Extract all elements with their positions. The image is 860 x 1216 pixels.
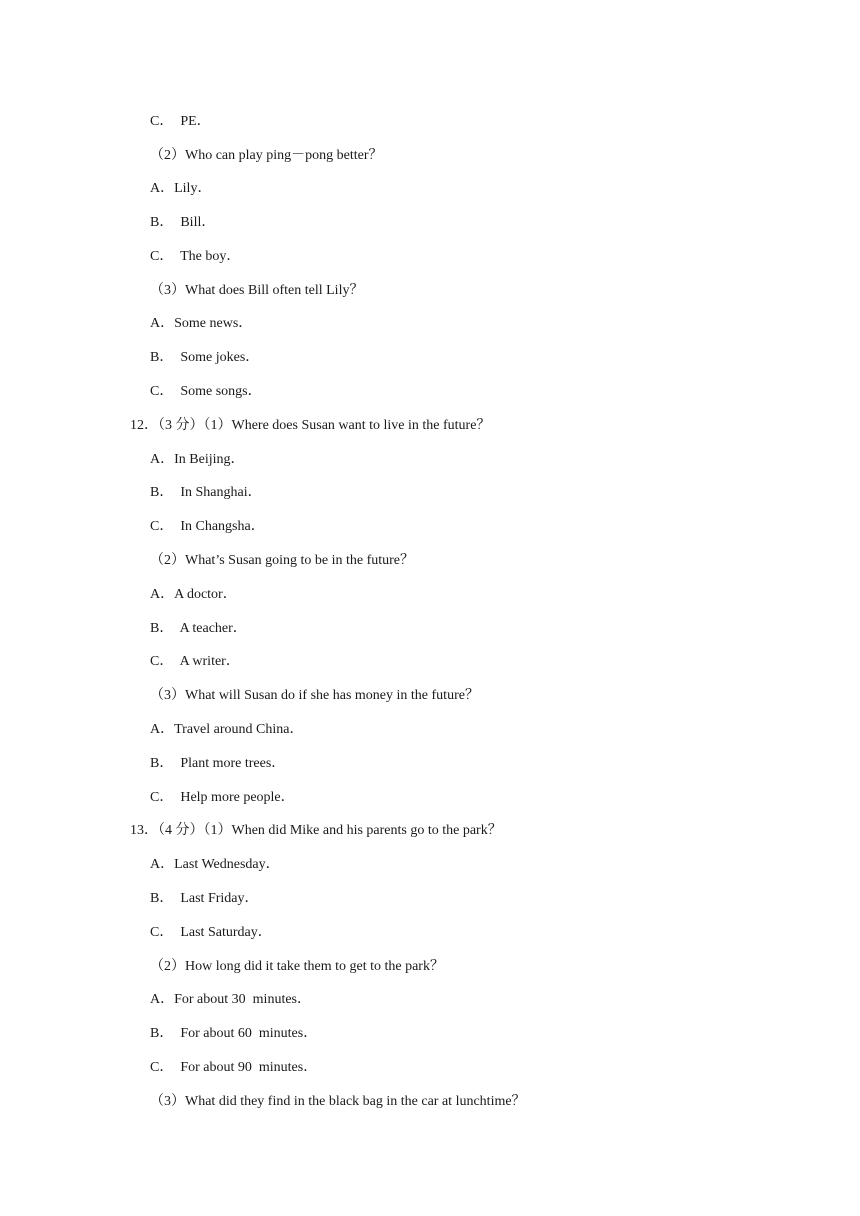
sub-question-line: （3）What will Susan do if she has money in the future？	[150, 688, 479, 703]
option-line: C． Some songs．	[150, 384, 262, 399]
option-line: C． A writer．	[150, 654, 240, 669]
sub-question-line: （2）How long did it take them to get to the park？	[150, 959, 444, 974]
option-line: C． Last Saturday．	[150, 925, 272, 940]
sub-question-line: （3）What does Bill often tell Lily？	[150, 283, 364, 298]
option-line: A．Lily．	[150, 181, 212, 196]
option-line: C． Help more people．	[150, 790, 295, 805]
sub-question-line: （3）What did they find in the black bag in the car at lunchtime？	[150, 1094, 526, 1109]
option-line: A．A doctor．	[150, 587, 237, 602]
option-line: B． In Shanghai．	[150, 485, 262, 500]
option-line: A．Travel around China．	[150, 722, 304, 737]
option-line: C． For about 90 minutes．	[150, 1060, 318, 1075]
option-line: B． Last Friday．	[150, 891, 259, 906]
option-line: A．Last Wednesday．	[150, 857, 280, 872]
sub-question-line: （2）What’s Susan going to be in the future？	[150, 553, 415, 568]
option-line: B． Some jokes．	[150, 350, 260, 365]
option-line: C． The boy．	[150, 249, 241, 264]
sub-question-line: （2）Who can play ping－pong better？	[150, 148, 383, 163]
option-line: B． For about 60 minutes．	[150, 1026, 318, 1041]
question-line: 12．（3 分）（1）Where does Susan want to live in the future？	[130, 418, 491, 433]
option-line: A．In Beijing．	[150, 452, 245, 467]
option-line: A．Some news．	[150, 316, 253, 331]
option-line: B． Plant more trees．	[150, 756, 286, 771]
question-line: 13．（4 分）（1）When did Mike and his parents go to the park？	[130, 823, 502, 838]
option-line: B． Bill．	[150, 215, 216, 230]
option-line: C． In Changsha．	[150, 519, 265, 534]
option-line: A．For about 30 minutes．	[150, 992, 311, 1007]
option-line: C． PE．	[150, 114, 211, 129]
option-line: B． A teacher．	[150, 621, 247, 636]
